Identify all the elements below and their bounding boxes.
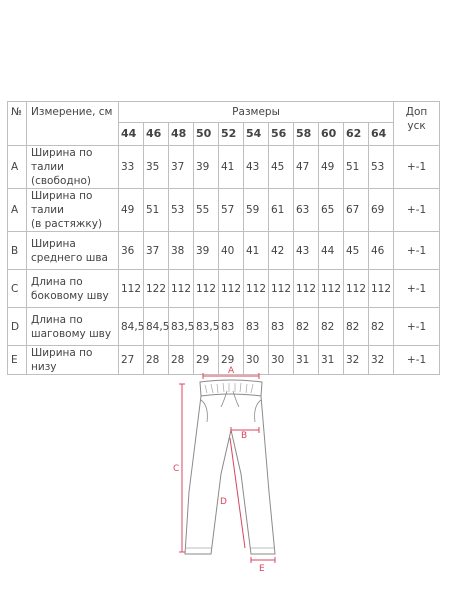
row-measure: [27, 232, 119, 270]
value-cell: 28: [169, 346, 194, 375]
waistband-outline: [200, 380, 262, 396]
table-row: [8, 146, 440, 189]
value-cell: 41: [244, 232, 269, 270]
label-e: E: [259, 564, 265, 574]
waistband-ruching: [205, 383, 253, 393]
pants-outline: [185, 396, 275, 554]
value-cell: 112: [269, 270, 294, 308]
value-cell: 55: [194, 189, 219, 232]
right-pocket: [255, 400, 261, 422]
value-cell: 83: [219, 308, 244, 346]
value-cell: 122: [144, 270, 169, 308]
size-header-cell: 50: [194, 123, 219, 146]
value-cell: 84,5: [119, 308, 144, 346]
value-cell: 27: [119, 346, 144, 375]
value-cell: 32: [369, 346, 394, 375]
tolerance-cell: +-1: [394, 270, 440, 308]
row-measure: [27, 270, 119, 308]
value-cell: 67: [344, 189, 369, 232]
value-cell: 47: [294, 146, 319, 189]
label-c: C: [173, 464, 180, 474]
size-header-cell: 64: [369, 123, 394, 146]
row-measure-line2: (в растяжку): [31, 218, 103, 230]
value-cell: 45: [269, 146, 294, 189]
value-cell: 112: [194, 270, 219, 308]
table-header-row: [8, 102, 440, 123]
row-code: D: [8, 308, 27, 346]
left-pocket: [201, 400, 207, 422]
value-cell: 82: [294, 308, 319, 346]
value-cell: 59: [244, 189, 269, 232]
size-header-cell: 60: [319, 123, 344, 146]
value-cell: 53: [369, 146, 394, 189]
row-measure-line1: Ширина по талии: [31, 190, 93, 216]
row-measure-line2: среднего шва: [31, 251, 108, 264]
value-cell: 51: [344, 146, 369, 189]
value-cell: 112: [244, 270, 269, 308]
drawstring: [221, 391, 239, 407]
value-cell: 31: [294, 346, 319, 375]
value-cell: 83: [244, 308, 269, 346]
tolerance-header-line1: Доп: [405, 106, 428, 118]
value-cell: 83: [269, 308, 294, 346]
row-measure: [27, 189, 119, 232]
pants-diagram: [165, 362, 285, 582]
row-measure: [27, 308, 119, 346]
value-cell: 84,5: [144, 308, 169, 346]
row-code: B: [8, 232, 27, 270]
value-cell: 30: [269, 346, 294, 375]
value-cell: 41: [219, 146, 244, 189]
label-a: A: [228, 366, 235, 376]
size-header-cell: 58: [294, 123, 319, 146]
value-cell: 40: [219, 232, 244, 270]
row-measure-line2: боковому шву: [31, 289, 109, 302]
table-row: [8, 232, 440, 270]
value-cell: 28: [144, 346, 169, 375]
row-measure-line2: (свободно): [31, 175, 92, 187]
size-header-cell: 48: [169, 123, 194, 146]
tolerance-cell: +-1: [394, 346, 440, 375]
value-cell: 63: [294, 189, 319, 232]
row-measure-line1: Длина по: [31, 275, 83, 288]
label-d: D: [220, 497, 227, 507]
measure-line-d: [230, 438, 245, 548]
value-cell: 61: [269, 189, 294, 232]
value-cell: 112: [119, 270, 144, 308]
size-header-cell: 54: [244, 123, 269, 146]
value-cell: 83,5: [169, 308, 194, 346]
tolerance-cell: +-1: [394, 308, 440, 346]
value-cell: 83,5: [194, 308, 219, 346]
size-header-cell: 46: [144, 123, 169, 146]
tolerance-cell: +-1: [394, 146, 440, 189]
value-cell: 30: [244, 346, 269, 375]
value-cell: 31: [319, 346, 344, 375]
tolerance-header-line2: уск: [407, 120, 426, 132]
value-cell: 57: [219, 189, 244, 232]
tolerance-cell: +-1: [394, 189, 440, 232]
value-cell: 42: [269, 232, 294, 270]
value-cell: 29: [194, 346, 219, 375]
value-cell: 43: [294, 232, 319, 270]
value-cell: 112: [169, 270, 194, 308]
value-cell: 36: [119, 232, 144, 270]
value-cell: 32: [344, 346, 369, 375]
value-cell: 45: [344, 232, 369, 270]
value-cell: 112: [344, 270, 369, 308]
value-cell: 69: [369, 189, 394, 232]
value-cell: 33: [119, 146, 144, 189]
value-cell: 29: [219, 346, 244, 375]
row-measure: [27, 346, 119, 375]
row-measure-line2: шаговому шву: [31, 327, 112, 340]
row-code: C: [8, 270, 27, 308]
tolerance-cell: +-1: [394, 232, 440, 270]
row-code: A: [8, 189, 27, 232]
sizes-header: Размеры: [119, 102, 394, 123]
value-cell: 82: [319, 308, 344, 346]
value-cell: 82: [369, 308, 394, 346]
row-measure: [27, 146, 119, 189]
size-table: [7, 101, 440, 375]
value-cell: 112: [294, 270, 319, 308]
num-header: №: [8, 102, 27, 146]
size-header-cell: 52: [219, 123, 244, 146]
value-cell: 37: [144, 232, 169, 270]
value-cell: 112: [319, 270, 344, 308]
row-measure-line1: Ширина по низу: [31, 347, 93, 373]
row-measure-line1: Ширина: [31, 237, 76, 250]
row-code: A: [8, 146, 27, 189]
label-b: B: [241, 431, 248, 441]
value-cell: 53: [169, 189, 194, 232]
value-cell: 65: [319, 189, 344, 232]
tolerance-header: [394, 102, 440, 146]
value-cell: 44: [319, 232, 344, 270]
size-header-cell: 62: [344, 123, 369, 146]
value-cell: 82: [344, 308, 369, 346]
value-cell: 51: [144, 189, 169, 232]
value-cell: 39: [194, 146, 219, 189]
size-header-cell: 44: [119, 123, 144, 146]
row-measure-line1: Ширина по талии: [31, 147, 93, 173]
value-cell: 37: [169, 146, 194, 189]
table-row: [8, 270, 440, 308]
value-cell: 35: [144, 146, 169, 189]
size-header-cell: 56: [269, 123, 294, 146]
row-measure-line1: Длина по: [31, 313, 83, 326]
table-row: [8, 189, 440, 232]
row-code: E: [8, 346, 27, 375]
value-cell: 39: [194, 232, 219, 270]
value-cell: 43: [244, 146, 269, 189]
value-cell: 49: [319, 146, 344, 189]
measure-header: Измерение, см: [27, 102, 119, 146]
value-cell: 112: [219, 270, 244, 308]
value-cell: 49: [119, 189, 144, 232]
value-cell: 112: [369, 270, 394, 308]
value-cell: 46: [369, 232, 394, 270]
table-row: [8, 308, 440, 346]
value-cell: 38: [169, 232, 194, 270]
